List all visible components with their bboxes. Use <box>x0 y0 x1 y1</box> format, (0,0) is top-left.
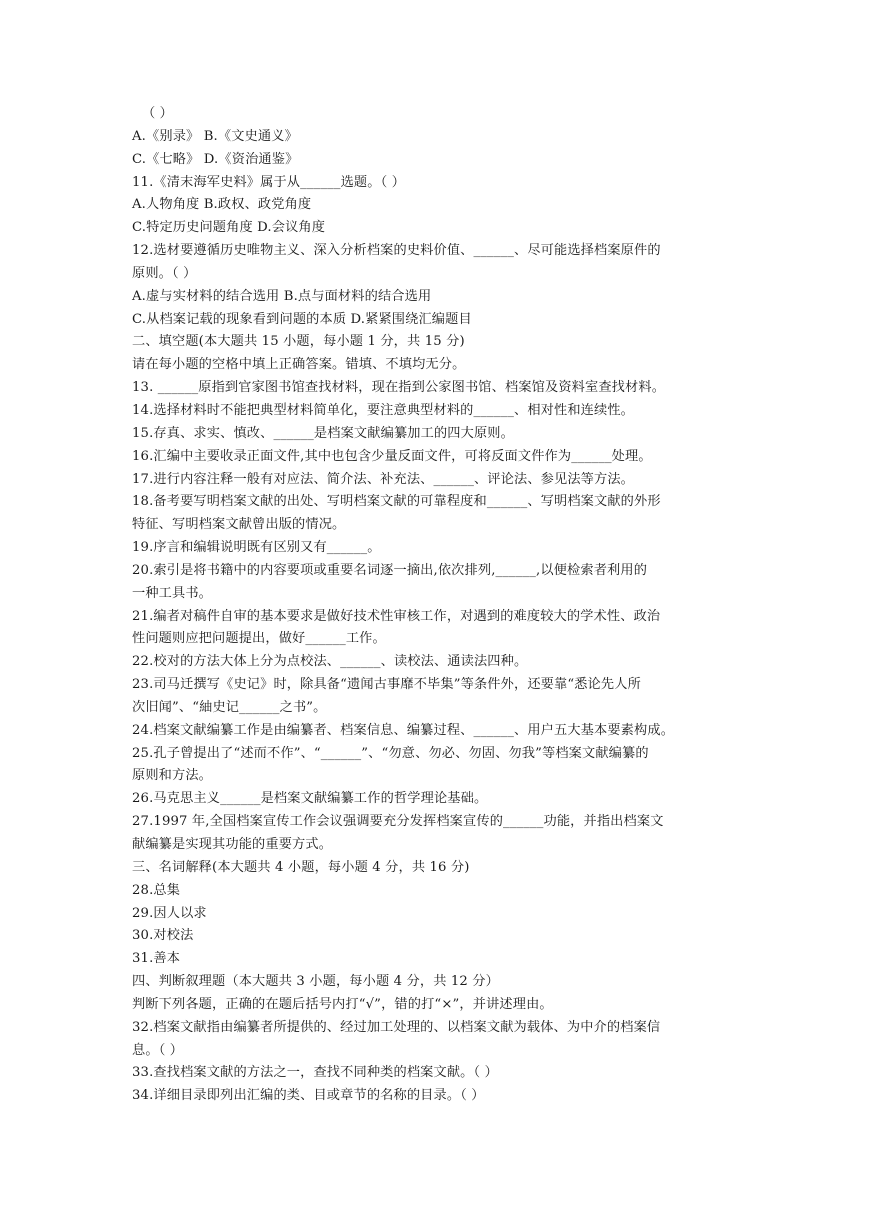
text-line: 原则和方法。 <box>132 768 213 784</box>
text-line: 25.孔子曾提出了“述而不作”、“______”、“勿意、勿必、勿固、勿我”等档案文献编纂的 <box>132 745 649 761</box>
text-line: 14.选择材料时不能把典型材料简单化，要注意典型材料的______、相对性和连续性。 <box>132 402 635 418</box>
text-line: 26.马克思主义______是档案文献编纂工作的哲学理论基础。 <box>132 791 488 807</box>
text-line: C.从档案记载的现象看到问题的本质 D.紧紧围绕汇编题目 <box>132 311 472 327</box>
text-line: 请在每小题的空格中填上正确答案。错填、不填均无分。 <box>132 357 466 373</box>
section-heading: 三、名词解释(本大题共 4 小题，每小题 4 分，共 16 分) <box>132 859 470 875</box>
text-line: 献编纂是实现其功能的重要方式。 <box>132 837 333 852</box>
text-line: 息。（ ） <box>132 1042 184 1058</box>
text-line: 一种工具书。 <box>132 585 213 601</box>
text-line: A.《别录》 B.《文史通义》 <box>132 128 298 144</box>
text-line: 32.档案文献指由编纂者所提供的、经过加工处理的、以档案文献为载体、为中介的档案信 <box>132 1019 661 1035</box>
text-line: C.特定历史问题角度 D.会议角度 <box>132 220 326 236</box>
text-line: 性问题则应把问题提出，做好______工作。 <box>132 631 386 647</box>
text-line: 17.进行内容注释一般有对应法、简介法、补充法、______、评论法、参见法等方法。 <box>132 471 635 487</box>
text-line: A.人物角度 B.政权、政党角度 <box>132 197 312 213</box>
text-line: 21.编者对稿件自审的基本要求是做好技术性审核工作，对遇到的难度较大的学术性、政治 <box>132 608 661 624</box>
text-line: 18.备考要写明档案文献的出处、写明档案文献的可靠程度和______、写明档案文献的外形 <box>132 494 661 510</box>
text-line: 16.汇编中主要收录正面文件,其中也包含少量反面文件，可将反面文件作为______处理。 <box>132 448 652 464</box>
text-line: 11.《清末海军史料》属于从______选题。（ ） <box>132 174 406 190</box>
text-line: 13. ______原指到官家图书馆查找材料，现在指到公家图书馆、档案馆及资料室查找材料。 <box>132 380 666 396</box>
text-line: 33.查找档案文献的方法之一，查找不同种类的档案文献。（ ） <box>132 1065 498 1081</box>
text-line: 30.对校法 <box>132 928 194 944</box>
text-line: （ ） <box>142 106 174 121</box>
text-line: 原则。（ ） <box>132 265 197 281</box>
text-line: 19.序言和编辑说明既有区别又有______。 <box>132 540 381 556</box>
text-line: 28.总集 <box>132 882 181 898</box>
document-body <box>132 103 742 1108</box>
text-line: 31.善本 <box>132 951 181 967</box>
section-heading: 四、判断叙理题（本大题共 3 小题，每小题 4 分，共 12 分） <box>132 974 499 990</box>
text-line: A.虚与实材料的结合选用 B.点与面材料的结合选用 <box>132 288 432 304</box>
text-line: 24.档案文献编纂工作是由编纂者、档案信息、编纂过程、______、用户五大基本要素构成。 <box>132 722 675 738</box>
text-line: 15.存真、求实、慎改、______是档案文献编纂加工的四大原则。 <box>132 425 514 441</box>
text-line: 34.详细目录即列出汇编的类、目或章节的名称的目录。（ ） <box>132 1088 485 1104</box>
text-line: 特征、写明档案文献曾出版的情况。 <box>132 517 346 533</box>
text-line: 判断下列各题，正确的在题后括号内打“√”，错的打“×”，并讲述理由。 <box>132 996 553 1012</box>
text-line: 次旧闻”、“紬史记______之书”。 <box>132 699 327 715</box>
text-line: 22.校对的方法大体上分为点校法、______、读校法、通读法四种。 <box>132 654 528 670</box>
section-heading: 二、填空题(本大题共 15 小题，每小题 1 分，共 15 分) <box>132 334 465 350</box>
text-line: 20.索引是将书籍中的内容要项或重要名词逐一摘出,依次排列,______,以便检索者利用的 <box>132 562 648 578</box>
text-line: 23.司马迁撰写《史记》时，除具备“遗闻古事靡不毕集”等条件外，还要靠“悉论先人所 <box>132 677 641 693</box>
text-line: 27.1997 年,全国档案宣传工作会议强调要充分发挥档案宣传的______功能，并指出档案文 <box>132 814 664 830</box>
text-line: 29.因人以求 <box>132 905 207 921</box>
text-line: C.《七略》 D.《资治通鉴》 <box>132 151 299 167</box>
text-line: 12.选材要遵循历史唯物主义、深入分析档案的史料价值、______、尽可能选择档案原件的 <box>132 243 661 259</box>
